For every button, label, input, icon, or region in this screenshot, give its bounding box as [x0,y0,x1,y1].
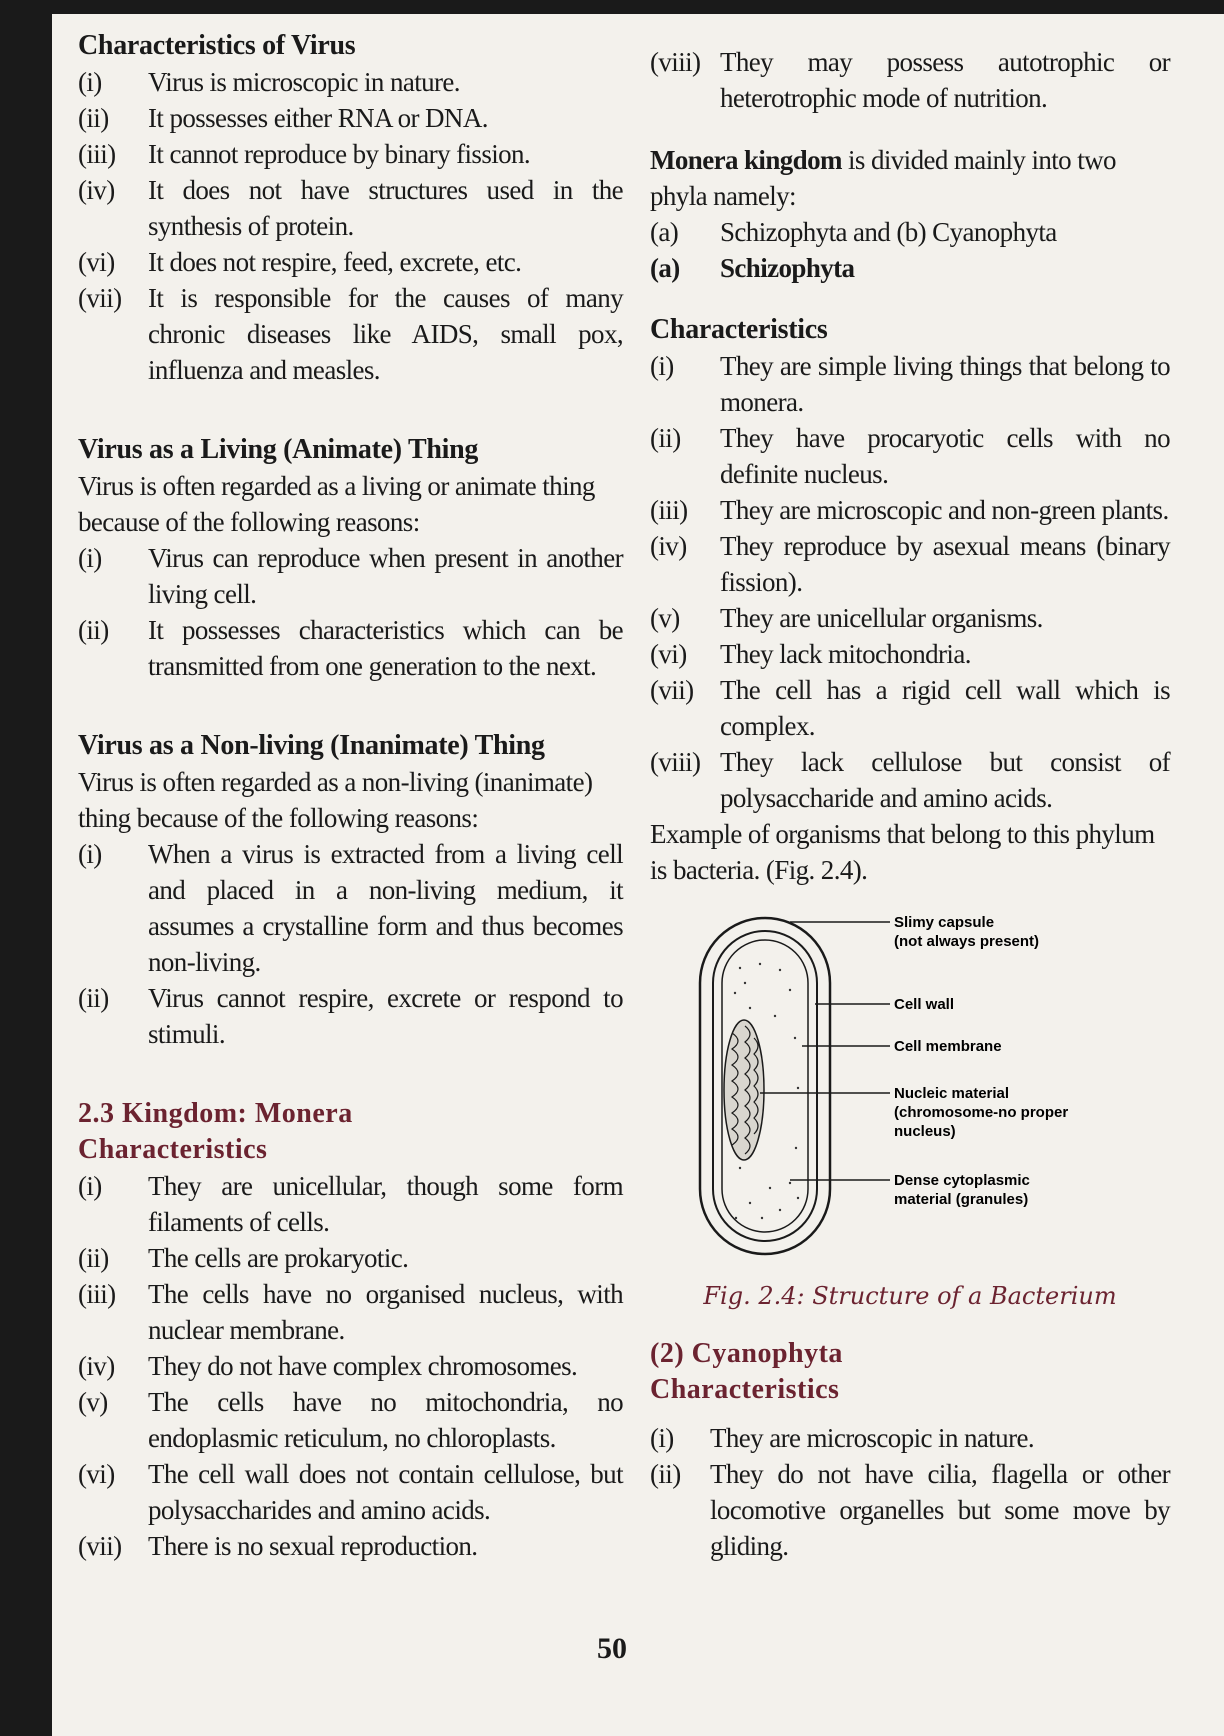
schizophyta-characteristics-heading: Characteristics [650,314,828,345]
label-dense-cytoplasmic: Dense cytoplasmic [894,1172,1030,1189]
list-item: (v) They are unicellular organisms. [650,603,1043,633]
right-column [650,44,1170,1564]
list-item: (iii) The cells have no organised nucleus, with nuclear membrane. [78,1279,623,1345]
list-item: (i) Virus is microscopic in nature. [78,67,460,97]
list-item: (iv) They do not have complex chromosomes. [78,1351,578,1381]
list-item: (ii) They have procaryotic cells with no definite nucleus. [650,423,1170,489]
label-slimy-capsule: Slimy capsule [894,914,995,931]
bacterium-figure [650,898,1170,1278]
virus-living-intro: Virus is often regarded as a living or animate thing because of the following reasons: [78,471,595,537]
label-nucleus: nucleus) [894,1123,956,1140]
schizophyta-heading: (a) Schizophyta [650,253,855,283]
list-item: (vi) The cell wall does not contain cellulose, but polysaccharides and amino acids. [78,1459,623,1525]
list-item: (i) When a virus is extracted from a living cell and placed in a non-living medium, it assumes a crystalline form and thus becomes non-living. [78,839,623,977]
list-item: (i) They are microscopic in nature. [650,1423,1035,1453]
label-cell-wall: Cell wall [894,996,955,1013]
label-nucleic-material: Nucleic material [894,1085,1010,1102]
virus-characteristics-list [78,64,623,388]
list-item: (viii) They lack cellulose but consist of polysaccharide and amino acids. [650,747,1170,813]
virus-characteristics-heading: Characteristics of Virus [78,30,356,61]
list-item: (vii) The cell has a rigid cell wall which is complex. [650,675,1170,741]
virus-nonliving-intro: Virus is often regarded as a non-living (inanimate) thing because of the following reasons: [78,767,593,833]
list-item: (vi) It does not respire, feed, excrete, etc. [78,247,522,277]
list-item: (vi) They lack mitochondria. [650,639,971,669]
label-chromosome: (chromosome-no proper [894,1104,1069,1121]
bacterium-diagram [650,898,1170,1278]
list-item: (viii) They may possess autotrophic or heterotrophic mode of nutrition. [650,47,1170,113]
label-not-always-present: (not always present) [894,933,1040,950]
list-item: (vii) It is responsible for the causes of many chronic diseases like AIDS, small pox, influenza and measles. [78,283,623,385]
cyanophyta-heading: (2) Cyanophyta [650,1338,843,1369]
list-item: (ii) It possesses either RNA or DNA. [78,103,488,133]
list-item: (ii) The cells are prokaryotic. [78,1243,409,1273]
left-column [78,28,623,1564]
cyanophyta-subheading: Characteristics [650,1374,840,1405]
list-item: (a) Schizophyta and (b) Cyanophyta [650,217,1057,247]
capsule-outline [700,918,830,1254]
list-item: (iii) They are microscopic and non-green plants. [650,495,1169,525]
list-item: (ii) They do not have cilia, flagella or other locomotive organelles but some move by gliding. [650,1459,1170,1561]
list-item: (iii) It cannot reproduce by binary fission. [78,139,531,169]
monera-subheading: Characteristics [78,1134,268,1165]
list-item: (i) Virus can reproduce when present in another living cell. [78,543,623,609]
list-item: (ii) It possesses characteristics which can be transmitted from one generation to the next. [78,615,623,681]
figure-caption: Fig. 2.4: Structure of a Bacterium [703,1282,1117,1310]
monera-division-paragraph: Monera kingdom is divided mainly into two phyla namely: [650,145,1116,211]
virus-living-heading: Virus as a Living (Animate) Thing [78,434,479,465]
list-item: (iv) They reproduce by asexual means (binary fission). [650,531,1170,597]
list-item: (vii) There is no sexual reproduction. [78,1531,478,1561]
page-number: 50 [597,1632,627,1665]
monera-heading: 2.3 Kingdom: Monera [78,1098,353,1129]
nucleoid-shape [724,1020,764,1160]
list-item: (i) They are unicellular, though some form filaments of cells. [78,1171,623,1237]
bacteria-example: Example of organisms that belong to this phylum is bacteria. (Fig. 2.4). [650,819,1155,885]
list-item: (ii) Virus cannot respire, excrete or respond to stimuli. [78,983,623,1049]
list-item: (i) They are simple living things that belong to monera. [650,351,1170,417]
list-item: (iv) It does not have structures used in the synthesis of protein. [78,175,623,241]
list-item: (v) The cells have no mitochondria, no endoplasmic reticulum, no chloroplasts. [78,1387,623,1453]
label-cell-membrane: Cell membrane [894,1038,1002,1055]
virus-nonliving-heading: Virus as a Non-living (Inanimate) Thing [78,730,545,761]
label-granules: material (granules) [894,1191,1029,1208]
